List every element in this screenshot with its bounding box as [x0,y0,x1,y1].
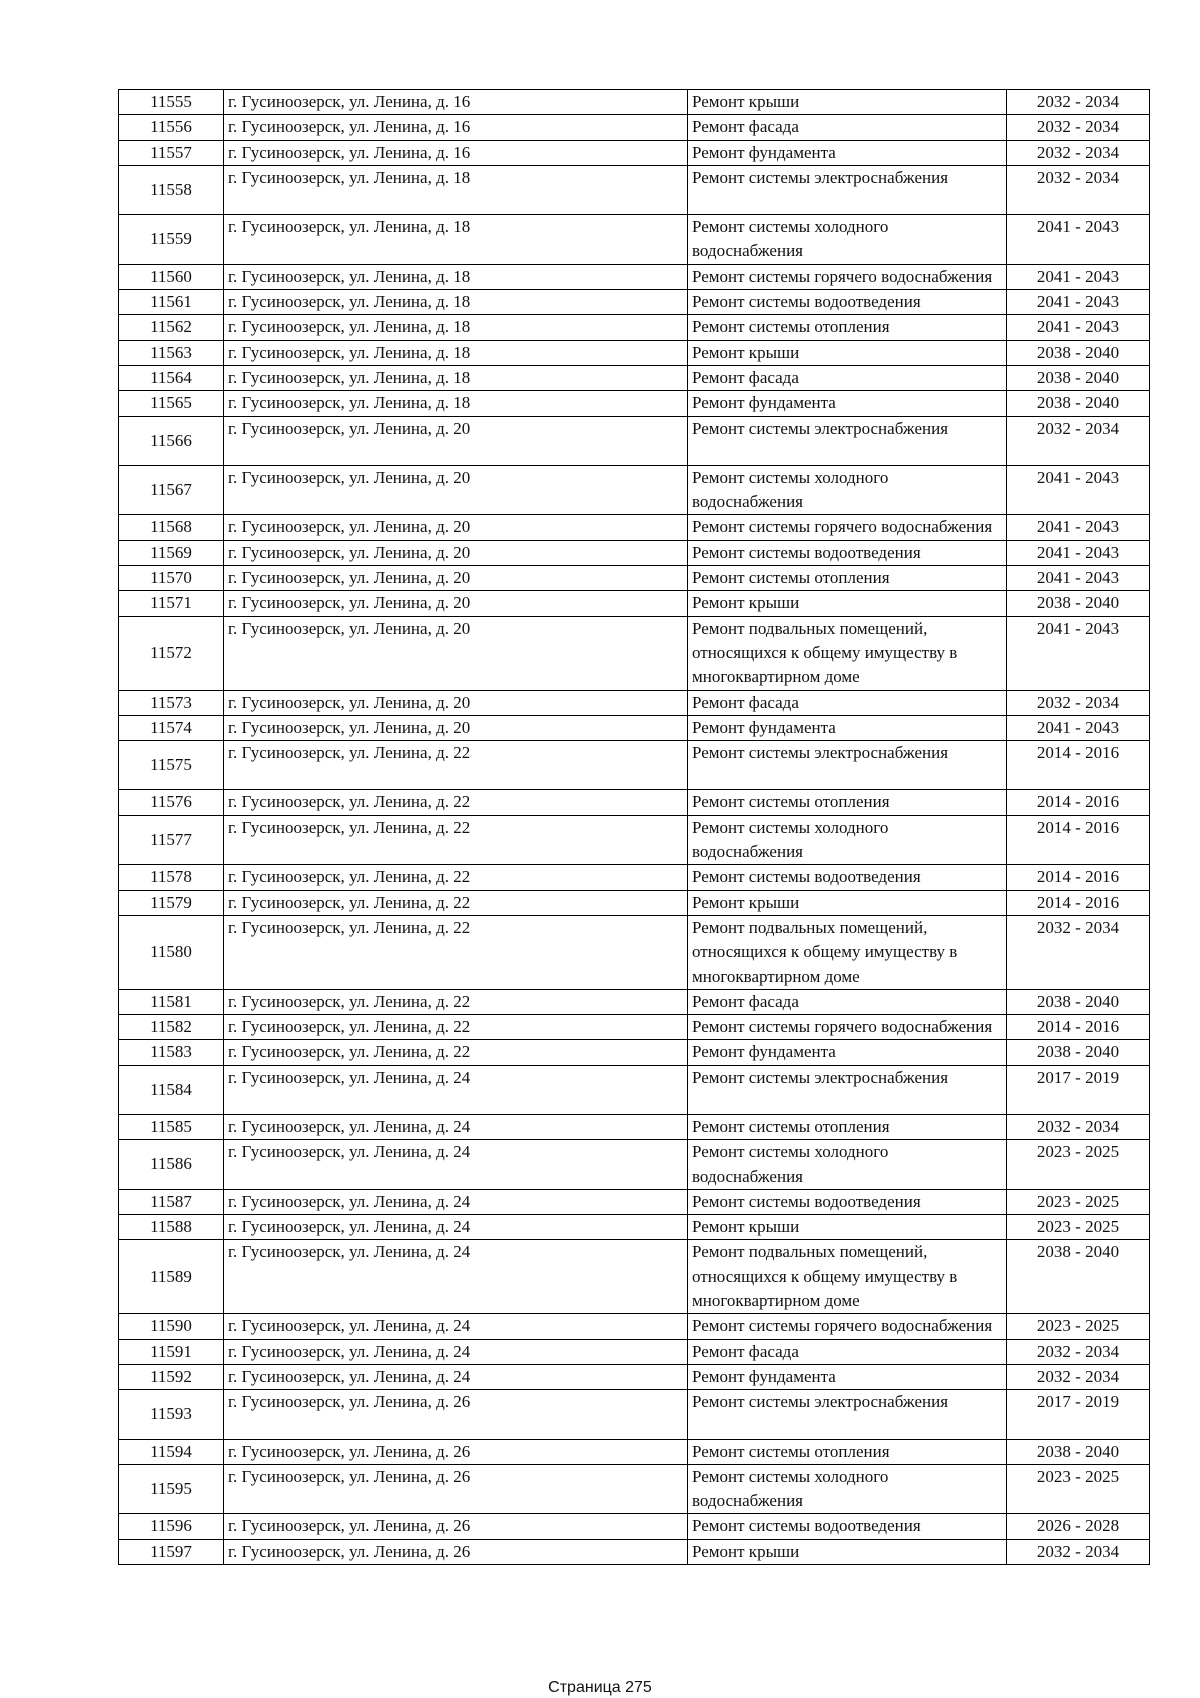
row-period: 2038 - 2040 [1007,1439,1150,1464]
row-number: 11562 [119,315,224,340]
row-number: 11571 [119,591,224,616]
row-work-type: Ремонт системы водоотведения [688,290,1007,315]
table-row [119,1339,1150,1364]
table-row [119,264,1150,289]
row-period: 2038 - 2040 [1007,591,1150,616]
table-row [119,741,1150,790]
row-period: 2032 - 2034 [1007,1364,1150,1389]
table-row [119,1514,1150,1539]
row-period: 2041 - 2043 [1007,515,1150,540]
row-period: 2023 - 2025 [1007,1215,1150,1240]
row-period: 2041 - 2043 [1007,290,1150,315]
row-period: 2038 - 2040 [1007,365,1150,390]
row-address: г. Гусиноозерск, ул. Ленина, д. 20 [224,566,688,591]
table-row [119,989,1150,1014]
row-number: 11591 [119,1339,224,1364]
row-number: 11578 [119,865,224,890]
row-period: 2032 - 2034 [1007,416,1150,465]
row-period: 2032 - 2034 [1007,165,1150,214]
row-period: 2014 - 2016 [1007,815,1150,865]
row-address: г. Гусиноозерск, ул. Ленина, д. 20 [224,690,688,715]
table-row [119,1140,1150,1190]
page-number: Страница 275 [548,1679,652,1696]
row-address: г. Гусиноозерск, ул. Ленина, д. 22 [224,741,688,790]
row-work-type: Ремонт фасада [688,365,1007,390]
row-address: г. Гусиноозерск, ул. Ленина, д. 18 [224,290,688,315]
row-period: 2023 - 2025 [1007,1314,1150,1339]
works-table-body [119,90,1150,1565]
row-period: 2038 - 2040 [1007,1240,1150,1314]
table-row [119,1114,1150,1139]
row-address: г. Гусиноозерск, ул. Ленина, д. 24 [224,1189,688,1214]
row-number: 11585 [119,1114,224,1139]
row-period: 2032 - 2034 [1007,90,1150,115]
row-address: г. Гусиноозерск, ул. Ленина, д. 24 [224,1240,688,1314]
row-number: 11579 [119,890,224,915]
row-address: г. Гусиноозерск, ул. Ленина, д. 22 [224,989,688,1014]
row-number: 11593 [119,1390,224,1439]
row-number: 11587 [119,1189,224,1214]
row-number: 11586 [119,1140,224,1190]
table-row [119,165,1150,214]
row-work-type: Ремонт системы холодного водоснабжения [688,1464,1007,1514]
row-number: 11561 [119,290,224,315]
row-address: г. Гусиноозерск, ул. Ленина, д. 22 [224,1015,688,1040]
row-address: г. Гусиноозерск, ул. Ленина, д. 20 [224,416,688,465]
row-number: 11572 [119,616,224,690]
row-period: 2032 - 2034 [1007,1339,1150,1364]
row-address: г. Гусиноозерск, ул. Ленина, д. 18 [224,165,688,214]
row-address: г. Гусиноозерск, ул. Ленина, д. 22 [224,790,688,815]
row-work-type: Ремонт крыши [688,340,1007,365]
row-period: 2041 - 2043 [1007,616,1150,690]
table-row [119,865,1150,890]
table-row [119,365,1150,390]
row-number: 11569 [119,540,224,565]
row-number: 11597 [119,1539,224,1564]
row-address: г. Гусиноозерск, ул. Ленина, д. 20 [224,465,688,515]
row-number: 11592 [119,1364,224,1389]
row-number: 11568 [119,515,224,540]
table-row [119,616,1150,690]
row-number: 11590 [119,1314,224,1339]
row-work-type: Ремонт подвальных помещений, относящихся к общему имуществу в многоквартирном доме [688,1240,1007,1314]
row-period: 2038 - 2040 [1007,989,1150,1014]
row-work-type: Ремонт крыши [688,890,1007,915]
table-row [119,290,1150,315]
table-row [119,465,1150,515]
table-row [119,690,1150,715]
table-row [119,1189,1150,1214]
table-row [119,416,1150,465]
row-address: г. Гусиноозерск, ул. Ленина, д. 24 [224,1140,688,1190]
row-address: г. Гусиноозерск, ул. Ленина, д. 20 [224,715,688,740]
row-address: г. Гусиноозерск, ул. Ленина, д. 22 [224,865,688,890]
row-period: 2023 - 2025 [1007,1189,1150,1214]
row-work-type: Ремонт системы водоотведения [688,1514,1007,1539]
row-number: 11556 [119,115,224,140]
row-address: г. Гусиноозерск, ул. Ленина, д. 16 [224,115,688,140]
row-period: 2032 - 2034 [1007,1539,1150,1564]
row-period: 2041 - 2043 [1007,540,1150,565]
row-work-type: Ремонт системы горячего водоснабжения [688,515,1007,540]
row-work-type: Ремонт фундамента [688,1364,1007,1389]
row-period: 2038 - 2040 [1007,340,1150,365]
row-work-type: Ремонт подвальных помещений, относящихся к общему имуществу в многоквартирном доме [688,616,1007,690]
row-address: г. Гусиноозерск, ул. Ленина, д. 18 [224,391,688,416]
row-period: 2038 - 2040 [1007,391,1150,416]
row-period: 2041 - 2043 [1007,264,1150,289]
row-period: 2032 - 2034 [1007,690,1150,715]
row-number: 11566 [119,416,224,465]
row-period: 2014 - 2016 [1007,890,1150,915]
table-row [119,90,1150,115]
row-address: г. Гусиноозерск, ул. Ленина, д. 22 [224,915,688,989]
row-work-type: Ремонт системы электроснабжения [688,1390,1007,1439]
table-row [119,340,1150,365]
row-work-type: Ремонт системы водоотведения [688,540,1007,565]
row-period: 2023 - 2025 [1007,1464,1150,1514]
row-address: г. Гусиноозерск, ул. Ленина, д. 16 [224,90,688,115]
row-address: г. Гусиноозерск, ул. Ленина, д. 18 [224,264,688,289]
row-address: г. Гусиноозерск, ул. Ленина, д. 24 [224,1314,688,1339]
row-work-type: Ремонт системы электроснабжения [688,741,1007,790]
table-row [119,515,1150,540]
row-address: г. Гусиноозерск, ул. Ленина, д. 18 [224,215,688,265]
row-number: 11564 [119,365,224,390]
row-number: 11567 [119,465,224,515]
row-number: 11583 [119,1040,224,1065]
table-row [119,715,1150,740]
row-work-type: Ремонт системы холодного водоснабжения [688,465,1007,515]
row-number: 11596 [119,1514,224,1539]
row-work-type: Ремонт системы холодного водоснабжения [688,815,1007,865]
row-period: 2017 - 2019 [1007,1390,1150,1439]
table-row [119,1215,1150,1240]
row-work-type: Ремонт фасада [688,1339,1007,1364]
row-address: г. Гусиноозерск, ул. Ленина, д. 20 [224,540,688,565]
table-row [119,1439,1150,1464]
row-work-type: Ремонт системы горячего водоснабжения [688,264,1007,289]
row-address: г. Гусиноозерск, ул. Ленина, д. 26 [224,1514,688,1539]
row-work-type: Ремонт системы водоотведения [688,1189,1007,1214]
table-row [119,591,1150,616]
table-row [119,566,1150,591]
row-address: г. Гусиноозерск, ул. Ленина, д. 22 [224,1040,688,1065]
row-work-type: Ремонт фасада [688,989,1007,1014]
table-row [119,540,1150,565]
row-address: г. Гусиноозерск, ул. Ленина, д. 18 [224,315,688,340]
row-work-type: Ремонт фундамента [688,1040,1007,1065]
row-number: 11582 [119,1015,224,1040]
row-work-type: Ремонт системы отопления [688,315,1007,340]
table-row [119,790,1150,815]
table-row [119,215,1150,265]
row-period: 2041 - 2043 [1007,566,1150,591]
row-work-type: Ремонт фасада [688,690,1007,715]
row-period: 2041 - 2043 [1007,315,1150,340]
table-row [119,140,1150,165]
row-work-type: Ремонт фундамента [688,391,1007,416]
row-number: 11594 [119,1439,224,1464]
row-number: 11570 [119,566,224,591]
row-number: 11574 [119,715,224,740]
table-row [119,890,1150,915]
row-number: 11588 [119,1215,224,1240]
row-period: 2032 - 2034 [1007,915,1150,989]
row-number: 11573 [119,690,224,715]
row-address: г. Гусиноозерск, ул. Ленина, д. 24 [224,1065,688,1114]
works-table [118,89,1150,1565]
row-number: 11589 [119,1240,224,1314]
row-period: 2041 - 2043 [1007,465,1150,515]
table-row [119,1364,1150,1389]
row-period: 2032 - 2034 [1007,115,1150,140]
table-row [119,391,1150,416]
row-work-type: Ремонт системы электроснабжения [688,416,1007,465]
row-period: 2014 - 2016 [1007,741,1150,790]
row-address: г. Гусиноозерск, ул. Ленина, д. 20 [224,515,688,540]
row-work-type: Ремонт системы электроснабжения [688,165,1007,214]
row-address: г. Гусиноозерск, ул. Ленина, д. 22 [224,815,688,865]
row-work-type: Ремонт крыши [688,1539,1007,1564]
row-number: 11559 [119,215,224,265]
row-period: 2014 - 2016 [1007,790,1150,815]
row-number: 11557 [119,140,224,165]
row-number: 11560 [119,264,224,289]
row-work-type: Ремонт фасада [688,115,1007,140]
row-work-type: Ремонт фундамента [688,140,1007,165]
table-row [119,115,1150,140]
table-row [119,1314,1150,1339]
row-period: 2014 - 2016 [1007,1015,1150,1040]
row-work-type: Ремонт системы холодного водоснабжения [688,1140,1007,1190]
row-work-type: Ремонт системы водоотведения [688,865,1007,890]
table-row [119,315,1150,340]
row-period: 2032 - 2034 [1007,140,1150,165]
row-address: г. Гусиноозерск, ул. Ленина, д. 26 [224,1464,688,1514]
row-work-type: Ремонт крыши [688,90,1007,115]
row-number: 11577 [119,815,224,865]
row-period: 2017 - 2019 [1007,1065,1150,1114]
row-period: 2038 - 2040 [1007,1040,1150,1065]
row-period: 2041 - 2043 [1007,715,1150,740]
row-period: 2014 - 2016 [1007,865,1150,890]
row-number: 11576 [119,790,224,815]
row-address: г. Гусиноозерск, ул. Ленина, д. 24 [224,1215,688,1240]
row-number: 11580 [119,915,224,989]
row-work-type: Ремонт крыши [688,1215,1007,1240]
row-address: г. Гусиноозерск, ул. Ленина, д. 20 [224,616,688,690]
row-address: г. Гусиноозерск, ул. Ленина, д. 24 [224,1364,688,1389]
row-number: 11581 [119,989,224,1014]
row-work-type: Ремонт фундамента [688,715,1007,740]
row-address: г. Гусиноозерск, ул. Ленина, д. 24 [224,1114,688,1139]
row-address: г. Гусиноозерск, ул. Ленина, д. 26 [224,1390,688,1439]
row-period: 2041 - 2043 [1007,215,1150,265]
row-work-type: Ремонт крыши [688,591,1007,616]
row-number: 11584 [119,1065,224,1114]
row-number: 11558 [119,165,224,214]
row-work-type: Ремонт системы электроснабжения [688,1065,1007,1114]
row-work-type: Ремонт системы холодного водоснабжения [688,215,1007,265]
row-address: г. Гусиноозерск, ул. Ленина, д. 22 [224,890,688,915]
row-work-type: Ремонт системы горячего водоснабжения [688,1314,1007,1339]
row-period: 2032 - 2034 [1007,1114,1150,1139]
row-number: 11595 [119,1464,224,1514]
row-work-type: Ремонт системы отопления [688,1114,1007,1139]
row-number: 11575 [119,741,224,790]
row-work-type: Ремонт подвальных помещений, относящихся к общему имуществу в многоквартирном доме [688,915,1007,989]
row-number: 11555 [119,90,224,115]
row-address: г. Гусиноозерск, ул. Ленина, д. 26 [224,1539,688,1564]
table-row [119,1040,1150,1065]
row-address: г. Гусиноозерск, ул. Ленина, д. 18 [224,365,688,390]
row-address: г. Гусиноозерск, ул. Ленина, д. 18 [224,340,688,365]
row-address: г. Гусиноозерск, ул. Ленина, д. 24 [224,1339,688,1364]
row-number: 11565 [119,391,224,416]
row-period: 2026 - 2028 [1007,1514,1150,1539]
table-row [119,915,1150,989]
row-address: г. Гусиноозерск, ул. Ленина, д. 26 [224,1439,688,1464]
table-row [119,1464,1150,1514]
row-work-type: Ремонт системы отопления [688,790,1007,815]
table-row [119,1015,1150,1040]
table-row [119,1240,1150,1314]
row-work-type: Ремонт системы горячего водоснабжения [688,1015,1007,1040]
table-row [119,1539,1150,1564]
table-row [119,815,1150,865]
row-address: г. Гусиноозерск, ул. Ленина, д. 16 [224,140,688,165]
row-period: 2023 - 2025 [1007,1140,1150,1190]
row-number: 11563 [119,340,224,365]
table-row [119,1390,1150,1439]
row-work-type: Ремонт системы отопления [688,1439,1007,1464]
row-work-type: Ремонт системы отопления [688,566,1007,591]
table-row [119,1065,1150,1114]
row-address: г. Гусиноозерск, ул. Ленина, д. 20 [224,591,688,616]
